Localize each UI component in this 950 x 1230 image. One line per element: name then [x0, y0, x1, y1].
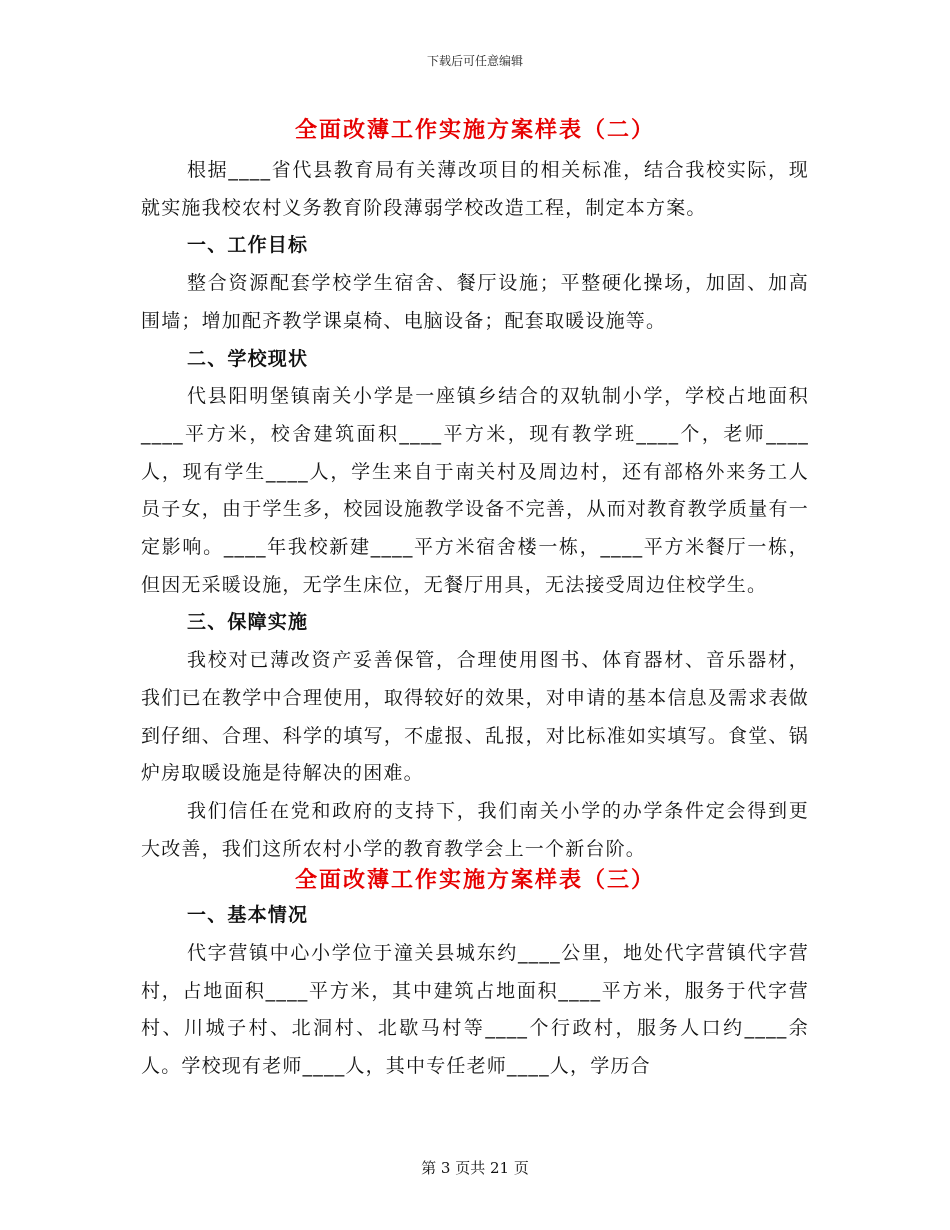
goals-paragraph: 整合资源配套学校学生宿舍、餐厅设施；平整硬化操场，加固、加高围墙；增加配齐教学课桌椅、电脑设备；配套取暖设施等。	[141, 272, 809, 332]
section-heading-implementation: 三、保障实施	[187, 611, 309, 634]
header-note: 下载后可任意编辑	[426, 54, 523, 68]
section-heading-status: 二、学校现状	[187, 347, 309, 370]
section-heading-goals: 一、工作目标	[187, 234, 309, 257]
status-paragraph: 代县阳明堡镇南关小学是一座镇乡结合的双轨制小学，学校占地面积____平方米，校舍建筑面积____平方米，现有教学班____个，老师____人，现有学生____人，学生来自于南关村及周边村，还有部格外来务工人员子女，由于学生多，校园设施教学设备不完善，从而对教育教学质量有一定影响。____年我校新建____平方米宿舍楼一栋，____平方米餐厅一栋，但因无采暖设施，无学生床位，无餐厅用具，无法接受周边住校学生。	[141, 385, 809, 596]
document-title-1: 全面改薄工作实施方案样表（二）	[294, 118, 655, 143]
document-title-2: 全面改薄工作实施方案样表（三）	[294, 868, 655, 894]
implementation-paragraph-1: 我校对已薄改资产妥善保管，合理使用图书、体育器材、音乐器材，我们已在教学中合理使用，取得较好的效果，对申请的基本信息及需求表做到仔细、合理、科学的填写，不虚报、乱报，对比标准如实填写。食堂、锅炉房取暖设施是待解决的困难。	[141, 649, 809, 785]
basic-info-paragraph: 代字营镇中心小学位于潼关县城东约____公里，地处代字营镇代字营村，占地面积____平方米，其中建筑占地面积____平方米，服务于代字营村、川城子村、北洞村、北歇马村等____个行政村，服务人口约____余人。学校现有老师____人，其中专任老师____人，学历合	[141, 942, 809, 1078]
intro-paragraph: 根据____省代县教育局有关薄改项目的相关标准，结合我校实际，现就实施我校农村义务教育阶段薄弱学校改造工程，制定本方案。	[141, 159, 809, 219]
page-indicator: 第 3 页共 21 页	[421, 1159, 529, 1177]
implementation-paragraph-2: 我们信任在党和政府的支持下，我们南关小学的办学条件定会得到更大改善，我们这所农村小学的教育教学会上一个新台阶。	[141, 799, 809, 860]
document-body	[141, 118, 809, 1086]
section-heading-basic-info: 一、基本情况	[187, 904, 309, 927]
